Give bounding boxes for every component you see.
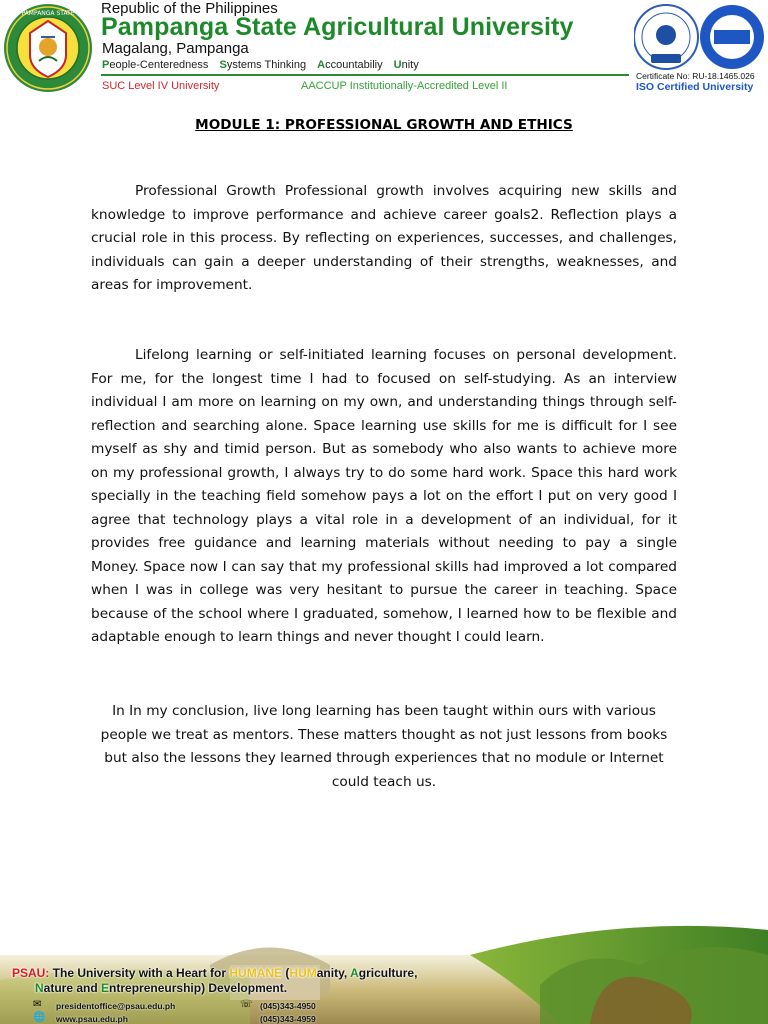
certificate-number: Certificate No: RU-18.1465.026 — [636, 71, 755, 81]
mail-icon: ✉ — [33, 999, 42, 1010]
core-value-rest: ccountabiliy — [325, 59, 383, 71]
core-value-initial: U — [393, 59, 402, 71]
republic-label: Republic of the Philippines — [101, 0, 278, 17]
iqnet-badge — [700, 5, 764, 69]
university-seal-logo — [3, 3, 93, 93]
suc-level-label: SUC Level IV University — [102, 80, 220, 92]
header-divider — [101, 74, 629, 76]
core-value-rest: ystems Thinking — [226, 59, 307, 71]
footer-phone-1: (045)343-4950 — [260, 1001, 316, 1011]
core-value-rest: eople-Centeredness — [109, 59, 209, 71]
core-value-rest: nity — [401, 59, 419, 71]
core-value-initial: A — [317, 59, 326, 71]
module-title: MODULE 1: PROFESSIONAL GROWTH AND ETHICS — [195, 117, 573, 133]
iso-9001-badge — [634, 5, 698, 69]
footer-tagline-line2: Nature and Entrepreneurship) Development. — [35, 981, 288, 995]
core-value-initial: S — [219, 59, 227, 71]
core-value-initial: P — [102, 59, 110, 71]
seal-text: PAMPANGA STATE — [21, 10, 75, 17]
paragraph-lifelong-learning: Lifelong learning or self-initiated learning focuses on personal development. For me, for the longest time I had to focused on self-studying. As an interview individual I am more on learning on my own, and understanding things through self-reflection and searching alone. Space learning use skills for me is difficult for I see myself as shy and timid person. But as somebody who also wants to achieve more on my professional growth, I always try to do some hard work. Space this hard work specially in the teaching field somehow pays a lot on the effort I put on very good I agree that technology plays a vital role in a development of an individual, for it provides free guidance and learning materials without needing to pay a single Money. Space now I can say that my professional skills had improved a lot compared when I was in college was very hesitant to pursue the career in teaching. Space because of the school where I graduated, somehow, I learned how to be flexible and adaptable enough to learn things and never thought I could learn. — [91, 347, 677, 645]
footer-tagline-line1: PSAU: The University with a Heart for HUMANE (HUManity, Agriculture, — [12, 966, 418, 980]
iso-certified-label: ISO Certified University — [636, 81, 754, 93]
core-values — [102, 59, 419, 71]
certification-badges — [634, 2, 764, 72]
university-location: Magalang, Pampanga — [102, 40, 249, 57]
paragraph-professional-growth: Professional Growth Professional growth involves acquiring new skills and knowledge to improve performance and achieve career goals2. Reflection plays a crucial role in this process. By reflecting on experiences, successes, and challenges, individuals can gain a deeper understanding of their strengths, weaknesses, and areas for improvement. — [91, 183, 677, 293]
footer-email[interactable]: presidentoffice@psau.edu.ph — [56, 1001, 176, 1011]
globe-icon: 🌐 — [33, 1012, 46, 1023]
phone-icon: ☏ — [240, 999, 253, 1010]
footer-phone-2: (045)343-4959 — [260, 1014, 316, 1024]
university-name: Pampanga State Agricultural University — [101, 13, 574, 41]
footer-website[interactable]: www.psau.edu.ph — [56, 1014, 128, 1024]
paragraph-conclusion: In In my conclusion, live long learning has been taught within ours with various people we treat as mentors. These matters thought as not just lessons from books but also the lessons they learned through experiences that no module or Internet could teach us. — [100, 703, 668, 790]
letterhead — [0, 0, 768, 100]
aaccup-label: AACCUP Institutionally-Accredited Level II — [301, 80, 508, 92]
